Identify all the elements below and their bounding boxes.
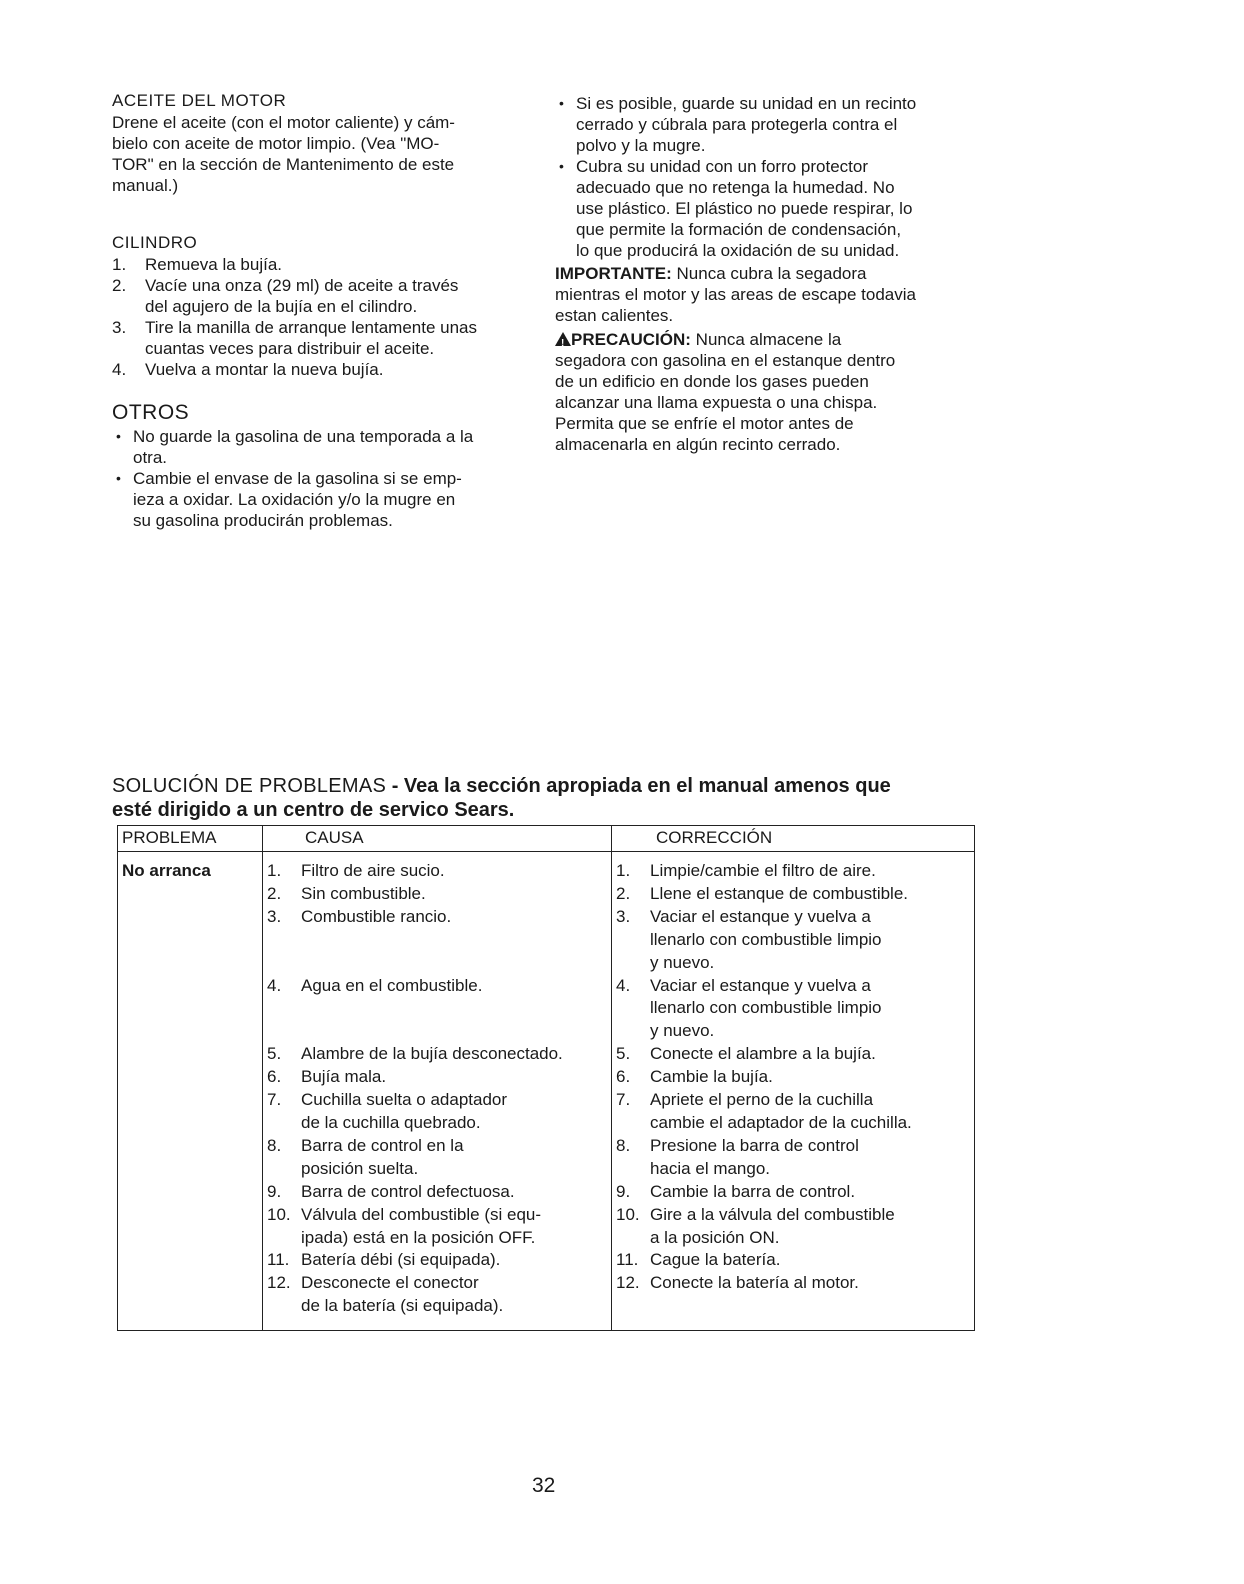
- item-line: Presione la barra de control: [650, 1135, 859, 1155]
- item-line: Desconecte el conector: [301, 1273, 479, 1293]
- importante-label: IMPORTANTE:: [555, 264, 672, 283]
- item-number: 12.: [616, 1273, 640, 1293]
- item-number: 1.: [616, 861, 631, 880]
- item-line: use plástico. El plástico no puede respirar, lo: [576, 199, 913, 218]
- troubleshooting-title-line2: esté dirigido a un centro de servico Sears.: [112, 799, 515, 821]
- item-line: Barra de control defectuosa.: [301, 1181, 515, 1201]
- list-item: [267, 1272, 607, 1318]
- corrections-cell: [612, 852, 975, 1331]
- list-item: [616, 906, 970, 975]
- header-correccion: [612, 826, 975, 852]
- item-line: Llene el estanque de combustible.: [650, 883, 909, 903]
- note-line: estan calientes.: [555, 306, 674, 325]
- bullet-icon: •: [116, 470, 121, 486]
- list-item: [616, 1181, 970, 1204]
- item-line: polvo y la mugre.: [576, 136, 706, 155]
- item-line: Agua en el combustible.: [301, 975, 483, 995]
- item-number: 10.: [616, 1204, 640, 1224]
- item-line: cambie el adaptador de la cuchilla.: [650, 1112, 912, 1132]
- item-line: Batería débi (si equipada).: [301, 1250, 501, 1270]
- item-number: 7.: [616, 1090, 631, 1110]
- aceite-line: manual.): [112, 176, 179, 195]
- item-line: Cambie el envase de la gasolina si se emp-: [133, 469, 462, 488]
- list-item: [616, 1066, 970, 1089]
- list-item: [616, 975, 970, 1044]
- item-line: Filtro de aire sucio.: [301, 861, 445, 880]
- item-line: y nuevo.: [650, 952, 715, 972]
- item-number: 11.: [616, 1250, 639, 1270]
- item-line: Vaciar el estanque y vuelva a: [650, 906, 871, 926]
- troubleshooting-title-main: SOLUCIÓN DE PROBLEMAS: [112, 775, 387, 797]
- item-line: Conecte el alambre a la bujía.: [650, 1044, 876, 1064]
- item-number: 3.: [112, 318, 127, 337]
- item-line: Conecte la batería al motor.: [650, 1273, 859, 1293]
- item-line: No guarde la gasolina de una temporada a la: [133, 427, 474, 446]
- aceite-title: ACEITE DEL MOTOR: [112, 91, 287, 110]
- item-number: 1.: [267, 861, 282, 880]
- header-causa-label: CAUSA: [305, 828, 364, 847]
- item-line: Tire la manilla de arranque lentamente unas: [145, 318, 478, 337]
- item-line: Cague la batería.: [650, 1250, 781, 1270]
- item-line: Limpie/cambie el filtro de aire.: [650, 861, 876, 880]
- item-line: Combustible rancio.: [301, 906, 452, 926]
- item-line: llenarlo con combustible limpio: [650, 998, 882, 1018]
- note-line: mientras el motor y las areas de escape todavia: [555, 285, 916, 304]
- list-item: [267, 1135, 607, 1181]
- note-line: de un edificio en donde los gases pueden: [555, 372, 869, 391]
- aceite-section: [112, 90, 532, 196]
- note-line: Nunca almacene la: [690, 330, 842, 349]
- item-line: del agujero de la bujía en el cilindro.: [145, 297, 418, 316]
- corrections-list: [616, 860, 970, 1295]
- item-line: de la cuchilla quebrado.: [301, 1112, 481, 1132]
- list-item: [267, 975, 607, 1044]
- list-item: [267, 1204, 607, 1250]
- item-line: cerrado y cúbrala para protegerla contra el: [576, 115, 898, 134]
- item-line: y nuevo.: [650, 1021, 715, 1041]
- item-number: 5.: [267, 1044, 282, 1064]
- list-item: [267, 860, 607, 883]
- precaucion-label: PRECAUCIÓN:: [571, 330, 691, 349]
- item-line: Remueva la bujía.: [145, 255, 283, 274]
- list-item: [616, 860, 970, 883]
- troubleshooting-title-rest: - Vea la sección apropiada en el manual amenos que: [386, 775, 891, 797]
- otros-title: OTROS: [112, 401, 190, 424]
- item-line: Válvula del combustible (si equ-: [301, 1204, 542, 1224]
- item-line: [301, 929, 607, 952]
- item-number: 6.: [616, 1067, 631, 1087]
- list-item: [616, 1204, 970, 1250]
- bullet-icon: •: [116, 428, 121, 444]
- item-line: que permite la formación de condensación,: [576, 220, 902, 239]
- table-header-row: [118, 826, 975, 852]
- note-line: almacenarla en algún recinto cerrado.: [555, 435, 841, 454]
- item-number: 11.: [267, 1250, 290, 1270]
- item-line: posición suelta.: [301, 1158, 419, 1178]
- item-line: llenarlo con combustible limpio: [650, 929, 882, 949]
- item-line: Vaciar el estanque y vuelva a: [650, 975, 871, 995]
- list-item: [616, 1249, 970, 1272]
- list-item: [616, 1089, 970, 1135]
- item-line: Cuchilla suelta o adaptador: [301, 1090, 508, 1110]
- list-item: [112, 426, 542, 468]
- list-item: [616, 1135, 970, 1181]
- item-line: [301, 997, 607, 1020]
- list-item: [267, 1089, 607, 1135]
- item-number: 10.: [267, 1204, 291, 1224]
- item-line: Si es posible, guarde su unidad en un recinto: [576, 94, 917, 113]
- precaucion-note: [555, 329, 995, 455]
- item-number: 8.: [616, 1135, 631, 1155]
- list-item: [267, 906, 607, 975]
- item-line: Apriete el perno de la cuchilla: [650, 1090, 874, 1110]
- note-line: Nunca cubra la segadora: [671, 264, 867, 283]
- item-line: a la posición ON.: [650, 1227, 780, 1247]
- item-line: de la batería (si equipada).: [301, 1296, 504, 1316]
- item-number: 5.: [616, 1044, 631, 1064]
- right-column: [555, 93, 995, 455]
- item-number: 12.: [267, 1273, 291, 1293]
- item-number: 3.: [616, 906, 631, 926]
- item-line: hacia el mango.: [650, 1158, 771, 1178]
- causes-list: [267, 860, 607, 1318]
- item-number: 1.: [112, 255, 127, 274]
- aceite-line: Drene el aceite (con el motor caliente) y cám-: [112, 113, 455, 132]
- item-line: Barra de control en la: [301, 1135, 464, 1155]
- item-line: otra.: [133, 448, 168, 467]
- problem-cell: [118, 852, 263, 1331]
- header-causa: [263, 826, 612, 852]
- item-line: Sin combustible.: [301, 883, 426, 903]
- item-line: ieza a oxidar. La oxidación y/o la mugre en: [133, 490, 456, 509]
- note-line: alcanzar una llama expuesta o una chispa.: [555, 393, 878, 412]
- aceite-line: bielo con aceite de motor limpio. (Vea "MO-: [112, 134, 440, 153]
- item-number: 4.: [112, 360, 127, 379]
- item-number: 4.: [616, 975, 631, 995]
- list-item: [112, 254, 542, 275]
- table-row: [118, 852, 975, 1331]
- warning-icon: [555, 332, 571, 346]
- item-number: 2.: [112, 276, 127, 295]
- item-line: [301, 952, 607, 975]
- bullet-icon: •: [559, 158, 564, 174]
- item-line: ipada) está en la posición OFF.: [301, 1227, 536, 1247]
- item-number: 6.: [267, 1067, 282, 1087]
- list-item: [267, 1066, 607, 1089]
- item-number: 9.: [267, 1181, 282, 1201]
- item-line: su gasolina producirán problemas.: [133, 511, 393, 530]
- note-line: Permita que se enfríe el motor antes de: [555, 414, 854, 433]
- item-line: lo que producirá la oxidación de su unidad.: [576, 241, 900, 260]
- item-line: Vuelva a montar la nueva bujía.: [145, 360, 384, 379]
- storage-bullets: [555, 93, 995, 261]
- list-item: [267, 1249, 607, 1272]
- item-number: 2.: [267, 883, 282, 903]
- aceite-line: TOR" en la sección de Mantenimento de este: [112, 155, 455, 174]
- troubleshooting-table: [117, 825, 975, 1331]
- cilindro-title: CILINDRO: [112, 233, 198, 252]
- item-line: Alambre de la bujía desconectado.: [301, 1044, 563, 1064]
- item-line: adecuado que no retenga la humedad. No: [576, 178, 895, 197]
- item-number: 9.: [616, 1181, 631, 1201]
- page-number: 32: [532, 1474, 556, 1497]
- list-item: [267, 1043, 607, 1066]
- item-number: 8.: [267, 1135, 282, 1155]
- bullet-icon: •: [559, 95, 564, 111]
- causes-cell: [263, 852, 612, 1331]
- list-item: [267, 1181, 607, 1204]
- item-line: Cambie la bujía.: [650, 1067, 773, 1087]
- list-item: [267, 883, 607, 906]
- list-item: [112, 317, 542, 359]
- list-item: [616, 1043, 970, 1066]
- item-line: [301, 1020, 607, 1043]
- item-line: Vacíe una onza (29 ml) de aceite a través: [145, 276, 459, 295]
- troubleshooting-title: [112, 774, 1012, 822]
- item-line: cuantas veces para distribuir el aceite.: [145, 339, 435, 358]
- problem-text: No arranca: [122, 861, 211, 880]
- item-number: 4.: [267, 975, 282, 995]
- otros-list: [112, 426, 542, 531]
- item-number: 2.: [616, 883, 631, 903]
- cilindro-list: [112, 254, 542, 380]
- header-correccion-label: CORRECCIÓN: [656, 828, 773, 847]
- list-item: [112, 359, 542, 380]
- note-line: segadora con gasolina en el estanque dentro: [555, 351, 896, 370]
- importante-note: [555, 263, 995, 326]
- list-item: [555, 93, 995, 156]
- header-problema: PROBLEMA: [118, 826, 263, 852]
- aceite-body: [112, 112, 532, 196]
- item-line: Bujía mala.: [301, 1067, 387, 1087]
- cilindro-section: [112, 232, 542, 380]
- list-item: [112, 275, 542, 317]
- list-item: [616, 883, 970, 906]
- item-line: Cubra su unidad con un forro protector: [576, 157, 869, 176]
- list-item: [555, 156, 995, 261]
- list-item: [616, 1272, 970, 1295]
- item-line: Cambie la barra de control.: [650, 1181, 856, 1201]
- item-line: Gire a la válvula del combustible: [650, 1204, 895, 1224]
- item-number: 7.: [267, 1090, 282, 1110]
- item-number: 3.: [267, 906, 282, 926]
- list-item: [112, 468, 542, 531]
- otros-section: [112, 402, 542, 531]
